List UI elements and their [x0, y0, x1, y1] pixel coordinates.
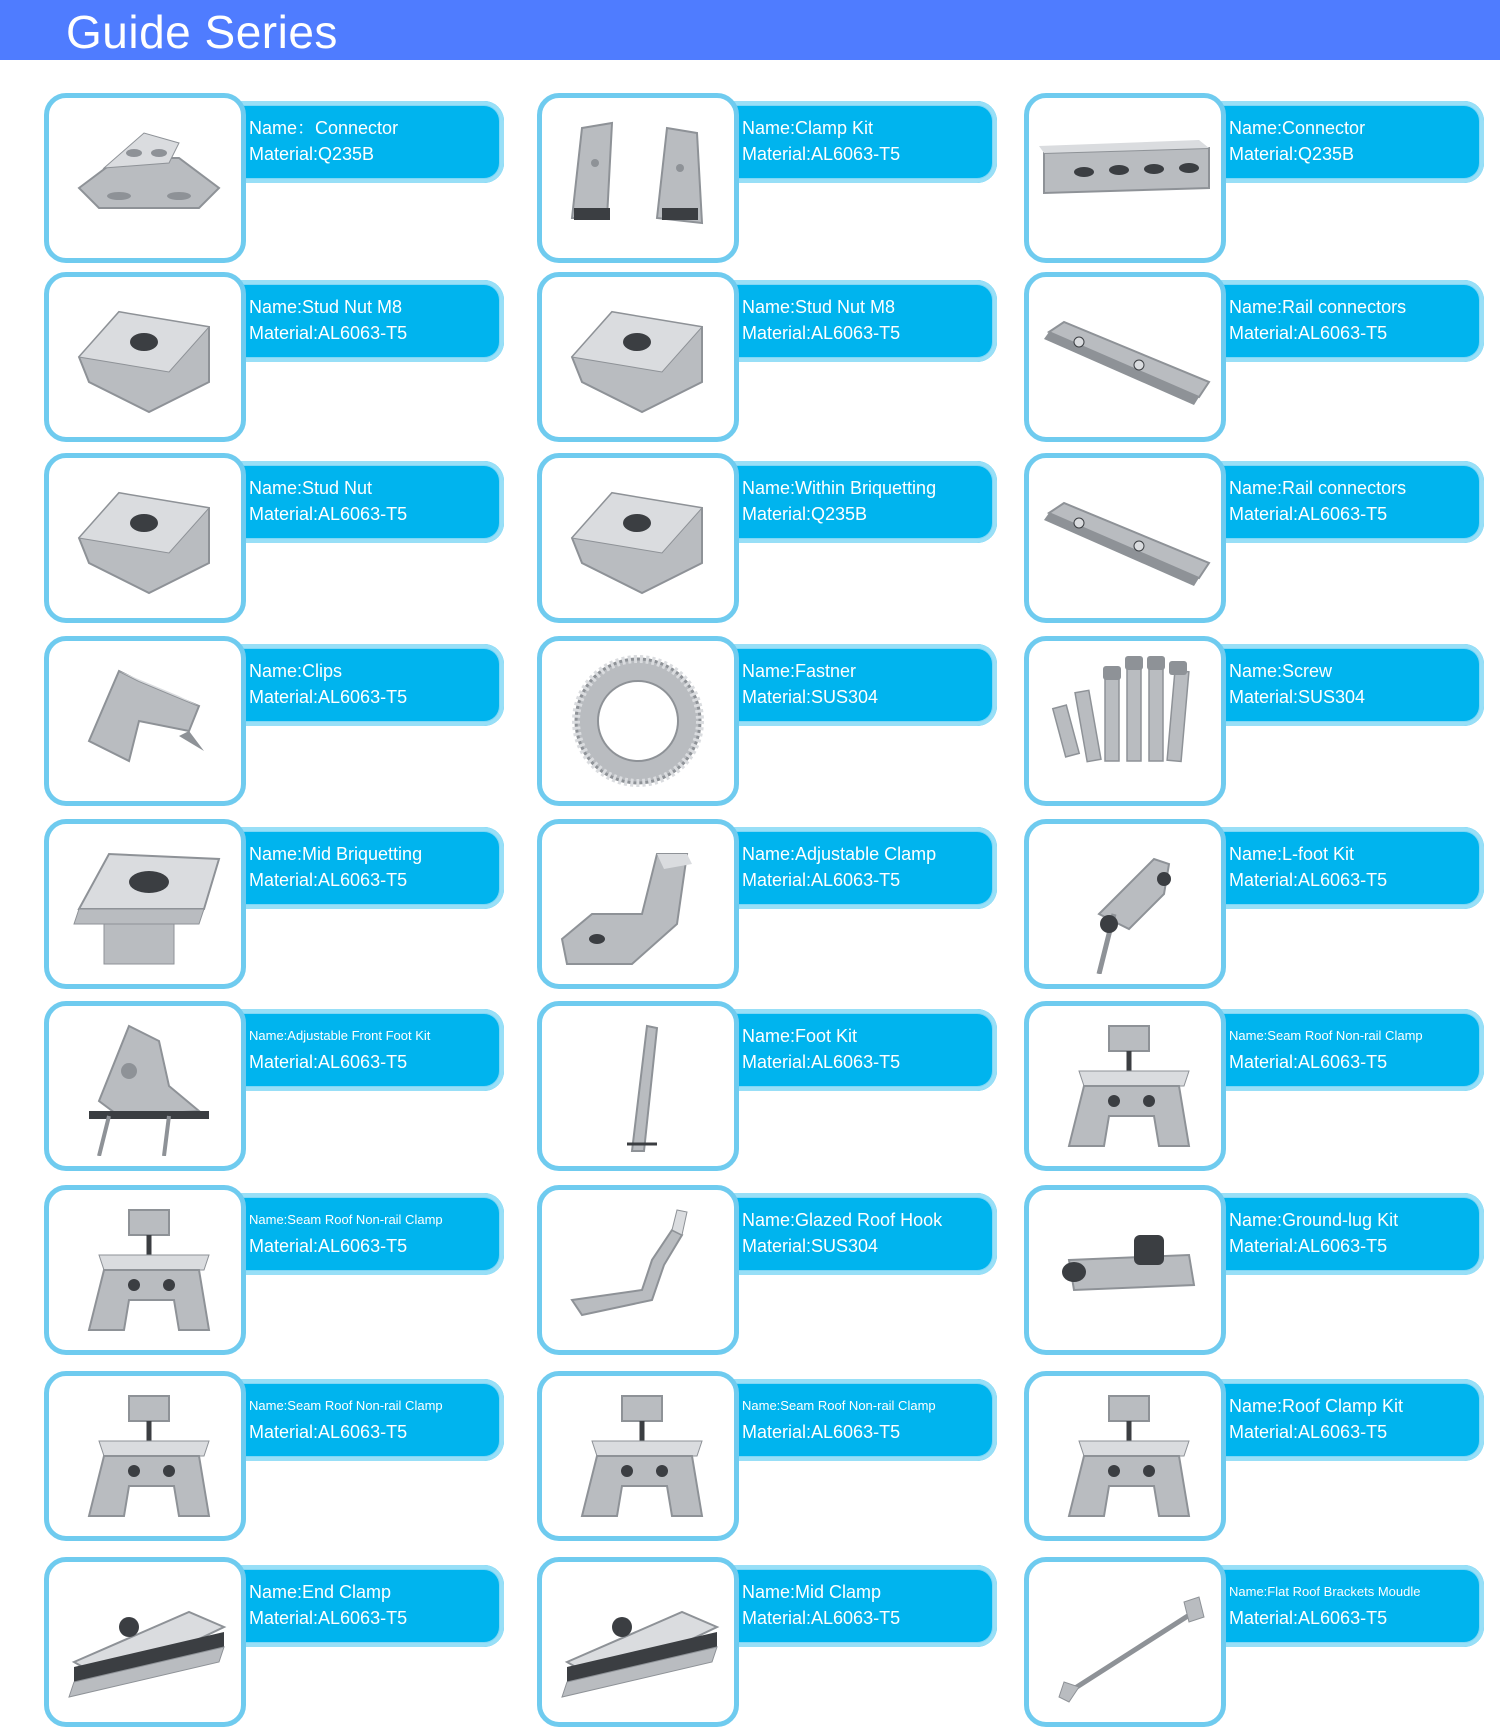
- product-name: Name:Clips: [249, 661, 343, 681]
- product-image: [1024, 272, 1226, 442]
- product-image: [44, 93, 246, 263]
- product-material: Material:Q235B: [249, 144, 375, 164]
- end-clamp-icon: [552, 1572, 724, 1712]
- seam-clamp-icon: [1039, 1386, 1211, 1526]
- product-material: Material:AL6063-T5: [249, 1236, 408, 1256]
- product-label: [214, 1379, 504, 1461]
- product-material: Material:AL6063-T5: [1229, 504, 1388, 524]
- product-image: [44, 636, 246, 806]
- block-icon: [59, 834, 231, 974]
- flat-bracket-icon: [1039, 1572, 1211, 1712]
- seam-clamp-icon: [59, 1386, 231, 1526]
- product-card: [537, 1557, 997, 1727]
- seam-clamp-icon: [59, 1200, 231, 1340]
- product-name: Name:Rail connectors: [1229, 478, 1407, 498]
- product-image: [44, 1185, 246, 1355]
- product-label: [214, 1565, 504, 1647]
- rail-icon: [1039, 287, 1211, 427]
- product-material: Material:AL6063-T5: [249, 687, 408, 707]
- product-label: [1194, 1193, 1484, 1275]
- product-card: [537, 1185, 997, 1355]
- product-label: [707, 1193, 997, 1275]
- product-card: [44, 819, 504, 989]
- product-card: [537, 453, 997, 623]
- product-card: [537, 93, 997, 263]
- product-image: [537, 1557, 739, 1727]
- nut-icon: [59, 287, 231, 427]
- product-material: Material:SUS304: [1229, 687, 1366, 707]
- product-name: Name:L-foot Kit: [1229, 844, 1355, 864]
- clamp-icon: [552, 834, 724, 974]
- product-name: Name:Within Briquetting: [742, 478, 937, 498]
- product-label: [214, 101, 504, 183]
- clamp-kit-icon: [552, 108, 724, 248]
- product-image: [1024, 1557, 1226, 1727]
- product-material: Material:AL6063-T5: [742, 1608, 901, 1628]
- lfoot-icon: [1039, 834, 1211, 974]
- washer-icon: [552, 651, 724, 791]
- product-card: [1024, 1371, 1484, 1541]
- product-image: [537, 272, 739, 442]
- product-image: [44, 453, 246, 623]
- product-name: Name:Stud Nut M8: [249, 297, 403, 317]
- product-label: [1194, 101, 1484, 183]
- product-image: [1024, 453, 1226, 623]
- ground-lug-icon: [1039, 1200, 1211, 1340]
- product-name: Name:Stud Nut M8: [742, 297, 896, 317]
- product-material: Material:AL6063-T5: [1229, 323, 1388, 343]
- seam-clamp-icon: [552, 1386, 724, 1526]
- product-label: [707, 827, 997, 909]
- product-material: Material:SUS304: [742, 687, 879, 707]
- product-material: Material:AL6063-T5: [249, 1608, 408, 1628]
- product-label: [707, 1379, 997, 1461]
- product-name: Name:Ground-lug Kit: [1229, 1210, 1399, 1230]
- product-material: Material:AL6063-T5: [249, 504, 408, 524]
- product-label: [1194, 1565, 1484, 1647]
- product-image: [44, 1557, 246, 1727]
- product-image: [537, 819, 739, 989]
- product-image: [537, 453, 739, 623]
- product-name: Name:Clamp Kit: [742, 118, 874, 138]
- product-image: [537, 93, 739, 263]
- product-material: Material:AL6063-T5: [1229, 1236, 1388, 1256]
- product-image: [1024, 819, 1226, 989]
- product-name: Name：Connector: [249, 118, 399, 138]
- product-image: [44, 1001, 246, 1171]
- product-card: [1024, 1557, 1484, 1727]
- product-label: [1194, 827, 1484, 909]
- product-label: [707, 1565, 997, 1647]
- product-name: Name:Foot Kit: [742, 1026, 858, 1046]
- product-material: Material:Q235B: [1229, 144, 1355, 164]
- product-label: [214, 644, 504, 726]
- product-card: [537, 1001, 997, 1171]
- product-image: [537, 636, 739, 806]
- product-name: Name:Connector: [1229, 118, 1366, 138]
- product-name: Name:Seam Roof Non-rail Clamp: [742, 1398, 936, 1413]
- product-card: [1024, 819, 1484, 989]
- product-image: [1024, 636, 1226, 806]
- product-name: Name:Seam Roof Non-rail Clamp: [249, 1398, 443, 1413]
- product-material: Material:AL6063-T5: [1229, 1052, 1388, 1072]
- product-image: [537, 1001, 739, 1171]
- product-label: [1194, 1009, 1484, 1091]
- product-image: [1024, 1001, 1226, 1171]
- product-card: [44, 1001, 504, 1171]
- product-card: [44, 1371, 504, 1541]
- product-image: [537, 1185, 739, 1355]
- rail-icon: [1039, 468, 1211, 608]
- product-label: [1194, 1379, 1484, 1461]
- product-material: Material:AL6063-T5: [1229, 1422, 1388, 1442]
- product-label: [1194, 461, 1484, 543]
- product-name: Name:Roof Clamp Kit: [1229, 1396, 1404, 1416]
- product-material: Material:AL6063-T5: [249, 323, 408, 343]
- product-name: Name:End Clamp: [249, 1582, 392, 1602]
- product-label: [707, 101, 997, 183]
- product-name: Name:Adjustable Clamp: [742, 844, 937, 864]
- product-name: Name:Seam Roof Non-rail Clamp: [1229, 1028, 1423, 1043]
- product-card: [44, 1557, 504, 1727]
- seam-clamp-icon: [1039, 1016, 1211, 1156]
- foot-kit-icon: [59, 1016, 231, 1156]
- product-label: [214, 827, 504, 909]
- product-material: Material:AL6063-T5: [742, 870, 901, 890]
- product-material: Material:Q235B: [742, 504, 868, 524]
- product-material: Material:AL6063-T5: [742, 144, 901, 164]
- product-name: Name:Mid Clamp: [742, 1582, 882, 1602]
- product-card: [537, 1371, 997, 1541]
- product-material: Material:AL6063-T5: [1229, 1608, 1388, 1628]
- product-material: Material:AL6063-T5: [249, 1052, 408, 1072]
- product-label: [1194, 280, 1484, 362]
- product-image: [44, 1371, 246, 1541]
- product-material: Material:AL6063-T5: [742, 1422, 901, 1442]
- product-card: [44, 453, 504, 623]
- product-name: Name:Screw: [1229, 661, 1333, 681]
- product-image: [1024, 1185, 1226, 1355]
- product-label: [214, 1193, 504, 1275]
- product-label: [214, 280, 504, 362]
- hook-icon: [552, 1200, 724, 1340]
- product-label: [707, 280, 997, 362]
- product-material: Material:AL6063-T5: [742, 323, 901, 343]
- end-clamp-icon: [59, 1572, 231, 1712]
- product-card: [1024, 1185, 1484, 1355]
- product-image: [1024, 93, 1226, 263]
- clip-icon: [59, 651, 231, 791]
- product-name: Name:Fastner: [742, 661, 857, 681]
- product-image: [1024, 1371, 1226, 1541]
- product-image: [44, 819, 246, 989]
- product-name: Name:Rail connectors: [1229, 297, 1407, 317]
- product-card: [1024, 636, 1484, 806]
- product-name: Name:Glazed Roof Hook: [742, 1210, 943, 1230]
- product-material: Material:AL6063-T5: [1229, 870, 1388, 890]
- product-name: Name:Adjustable Front Foot Kit: [249, 1028, 431, 1043]
- nut-icon: [552, 468, 724, 608]
- product-card: [1024, 93, 1484, 263]
- product-name: Name:Seam Roof Non-rail Clamp: [249, 1212, 443, 1227]
- product-name: Name:Mid Briquetting: [249, 844, 423, 864]
- product-card: [1024, 1001, 1484, 1171]
- product-label: [707, 644, 997, 726]
- screw-icon: [1039, 651, 1211, 791]
- product-image: [537, 1371, 739, 1541]
- product-card: [537, 636, 997, 806]
- product-name: Name:Flat Roof Brackets Moudle: [1229, 1584, 1421, 1599]
- product-name: Name:Stud Nut: [249, 478, 373, 498]
- page-title: Guide Series: [66, 6, 338, 58]
- product-label: [707, 461, 997, 543]
- product-image: [44, 272, 246, 442]
- product-label: [707, 1009, 997, 1091]
- product-card: [1024, 453, 1484, 623]
- rod-icon: [552, 1016, 724, 1156]
- product-card: [537, 272, 997, 442]
- product-material: Material:AL6063-T5: [249, 870, 408, 890]
- product-card: [44, 636, 504, 806]
- product-label: [214, 1009, 504, 1091]
- product-card: [1024, 272, 1484, 442]
- product-material: Material:AL6063-T5: [249, 1422, 408, 1442]
- product-material: Material:AL6063-T5: [742, 1052, 901, 1072]
- product-card: [44, 1185, 504, 1355]
- product-card: [44, 272, 504, 442]
- product-material: Material:SUS304: [742, 1236, 879, 1256]
- product-card: [537, 819, 997, 989]
- product-label: [214, 461, 504, 543]
- product-card: [44, 93, 504, 263]
- channel-icon: [1039, 108, 1211, 248]
- bracket-icon: [59, 108, 231, 248]
- nut-icon: [552, 287, 724, 427]
- nut-icon: [59, 468, 231, 608]
- product-label: [1194, 644, 1484, 726]
